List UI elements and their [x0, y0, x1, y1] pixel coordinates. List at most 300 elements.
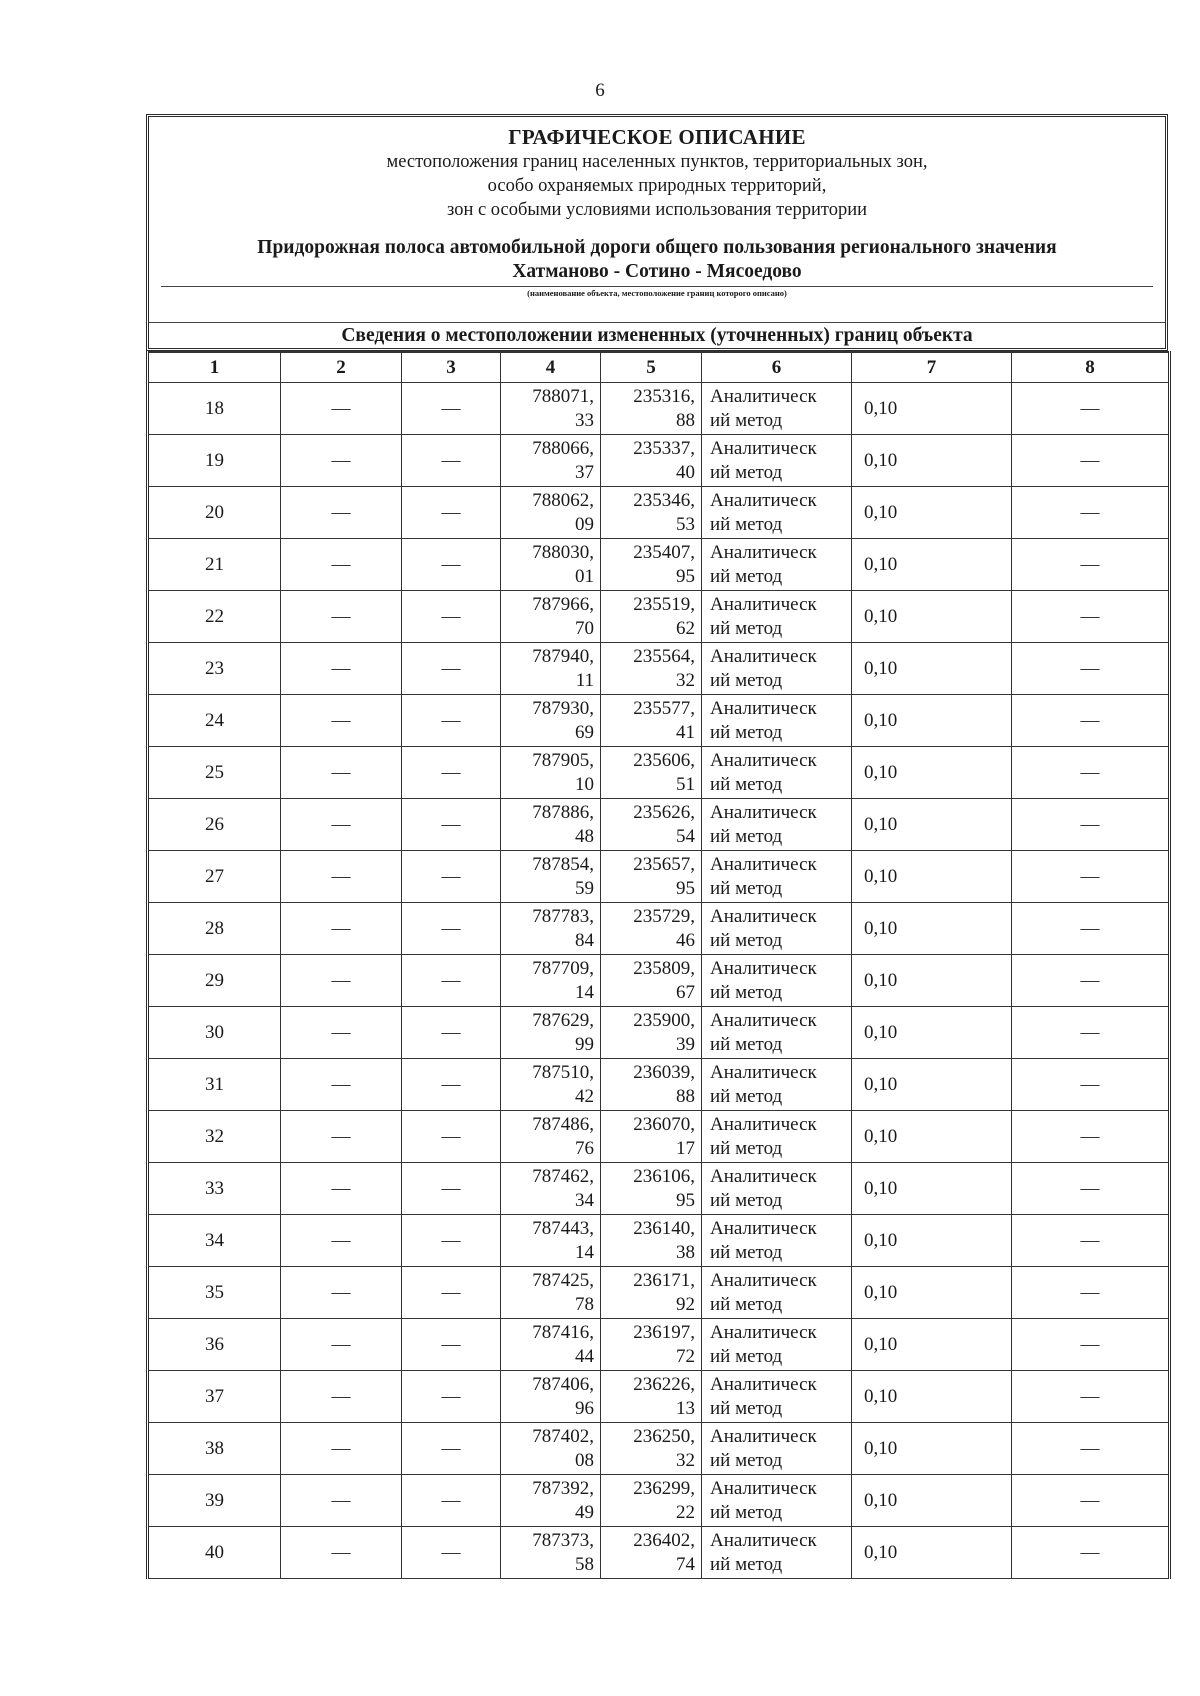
y-int: 235564,: [633, 645, 695, 667]
x-int: 787510,: [532, 1061, 594, 1083]
x-int: 787930,: [532, 697, 594, 719]
accuracy-cell: 0,10: [852, 1371, 1012, 1423]
col3-cell: —: [402, 903, 501, 955]
x-coordinate-cell: [501, 695, 601, 747]
col8-cell: —: [1012, 1111, 1170, 1163]
method-line1: Аналитическ: [710, 1321, 817, 1343]
x-int: 787402,: [532, 1425, 594, 1447]
method-line2: ий метод: [710, 1345, 783, 1367]
method-line1: Аналитическ: [710, 749, 817, 771]
point-number: 23: [148, 643, 281, 695]
table-row: [148, 435, 1170, 487]
method-line2: ий метод: [710, 1033, 783, 1055]
y-frac: 32: [676, 669, 695, 691]
y-int: 236226,: [633, 1373, 695, 1395]
x-int: 788066,: [532, 437, 594, 459]
y-int: 236402,: [633, 1529, 695, 1551]
point-number: 40: [148, 1527, 281, 1579]
y-coordinate-cell: [601, 1371, 702, 1423]
section-divider: [149, 322, 1165, 323]
method-cell: [702, 1267, 852, 1319]
y-frac: 46: [676, 929, 695, 951]
point-number: 21: [148, 539, 281, 591]
x-frac: 34: [575, 1189, 594, 1211]
x-frac: 09: [575, 513, 594, 535]
col8-cell: —: [1012, 1371, 1170, 1423]
method-line2: ий метод: [710, 1241, 783, 1263]
point-number: 37: [148, 1371, 281, 1423]
point-number: 38: [148, 1423, 281, 1475]
table-row: [148, 1267, 1170, 1319]
table-row: [148, 955, 1170, 1007]
accuracy-cell: 0,10: [852, 487, 1012, 539]
x-frac: 69: [575, 721, 594, 743]
x-coordinate-cell: [501, 1423, 601, 1475]
point-number: 31: [148, 1059, 281, 1111]
col2-cell: —: [281, 1215, 402, 1267]
col2-cell: —: [281, 591, 402, 643]
y-frac: 95: [676, 877, 695, 899]
table-row: [148, 1111, 1170, 1163]
table-row: [148, 1319, 1170, 1371]
method-cell: [702, 643, 852, 695]
point-number: 19: [148, 435, 281, 487]
y-int: 235809,: [633, 957, 695, 979]
table-row: [148, 747, 1170, 799]
x-int: 787783,: [532, 905, 594, 927]
col3-cell: —: [402, 539, 501, 591]
y-frac: 17: [676, 1137, 695, 1159]
y-frac: 13: [676, 1397, 695, 1419]
column-header: 7: [852, 352, 1012, 383]
x-int: 787416,: [532, 1321, 594, 1343]
col3-cell: —: [402, 1007, 501, 1059]
method-line1: Аналитическ: [710, 593, 817, 615]
col2-cell: —: [281, 435, 402, 487]
col3-cell: —: [402, 643, 501, 695]
method-line1: Аналитическ: [710, 1061, 817, 1083]
col3-cell: —: [402, 1059, 501, 1111]
col8-cell: —: [1012, 1163, 1170, 1215]
x-int: 788062,: [532, 489, 594, 511]
x-frac: 58: [575, 1553, 594, 1575]
point-number: 18: [148, 383, 281, 435]
y-frac: 95: [676, 565, 695, 587]
x-frac: 96: [575, 1397, 594, 1419]
column-header: 6: [702, 352, 852, 383]
y-frac: 74: [676, 1553, 695, 1575]
y-coordinate-cell: [601, 1215, 702, 1267]
col2-cell: —: [281, 1007, 402, 1059]
accuracy-cell: 0,10: [852, 1475, 1012, 1527]
x-coordinate-cell: [501, 539, 601, 591]
method-cell: [702, 747, 852, 799]
col3-cell: —: [402, 1319, 501, 1371]
y-frac: 67: [676, 981, 695, 1003]
table-header-row: [148, 352, 1170, 383]
x-int: 787462,: [532, 1165, 594, 1187]
y-int: 236171,: [633, 1269, 695, 1291]
page-number: 6: [595, 80, 605, 101]
method-line1: Аналитическ: [710, 1425, 817, 1447]
x-coordinate-cell: [501, 1475, 601, 1527]
x-int: 787940,: [532, 645, 594, 667]
col8-cell: —: [1012, 695, 1170, 747]
table-row: [148, 695, 1170, 747]
column-header: 4: [501, 352, 601, 383]
method-line2: ий метод: [710, 409, 783, 431]
method-line1: Аналитическ: [710, 385, 817, 407]
x-coordinate-cell: [501, 1059, 601, 1111]
y-frac: 39: [676, 1033, 695, 1055]
col2-cell: —: [281, 1475, 402, 1527]
accuracy-cell: 0,10: [852, 747, 1012, 799]
y-int: 236039,: [633, 1061, 695, 1083]
y-frac: 51: [676, 773, 695, 795]
method-line2: ий метод: [710, 1553, 783, 1575]
method-line2: ий метод: [710, 461, 783, 483]
y-frac: 32: [676, 1449, 695, 1471]
x-frac: 14: [575, 1241, 594, 1263]
point-number: 35: [148, 1267, 281, 1319]
col3-cell: —: [402, 955, 501, 1007]
method-cell: [702, 903, 852, 955]
column-header: 8: [1012, 352, 1170, 383]
method-line2: ий метод: [710, 1449, 783, 1471]
col8-cell: —: [1012, 539, 1170, 591]
y-int: 235577,: [633, 697, 695, 719]
y-frac: 53: [676, 513, 695, 535]
col8-cell: —: [1012, 435, 1170, 487]
col2-cell: —: [281, 1163, 402, 1215]
object-name-line2: Хатманово - Сотино - Мясоедово: [512, 261, 802, 282]
accuracy-cell: 0,10: [852, 1059, 1012, 1111]
y-int: 235337,: [633, 437, 695, 459]
x-coordinate-cell: [501, 903, 601, 955]
method-line2: ий метод: [710, 981, 783, 1003]
y-coordinate-cell: [601, 487, 702, 539]
table-row: [148, 1371, 1170, 1423]
col3-cell: —: [402, 1215, 501, 1267]
x-coordinate-cell: [501, 643, 601, 695]
y-coordinate-cell: [601, 1163, 702, 1215]
col3-cell: —: [402, 1527, 501, 1579]
method-cell: [702, 1059, 852, 1111]
col2-cell: —: [281, 1423, 402, 1475]
col8-cell: —: [1012, 747, 1170, 799]
col2-cell: —: [281, 799, 402, 851]
x-coordinate-cell: [501, 591, 601, 643]
accuracy-cell: 0,10: [852, 851, 1012, 903]
x-coordinate-cell: [501, 1163, 601, 1215]
subtitle-line: особо охраняемых природных территорий,: [487, 176, 827, 196]
col8-cell: —: [1012, 487, 1170, 539]
method-line2: ий метод: [710, 1293, 783, 1315]
accuracy-cell: 0,10: [852, 1111, 1012, 1163]
col8-cell: —: [1012, 851, 1170, 903]
col8-cell: —: [1012, 1527, 1170, 1579]
point-number: 39: [148, 1475, 281, 1527]
method-line1: Аналитическ: [710, 1373, 817, 1395]
y-frac: 72: [676, 1345, 695, 1367]
col8-cell: —: [1012, 955, 1170, 1007]
col3-cell: —: [402, 1163, 501, 1215]
x-frac: 76: [575, 1137, 594, 1159]
table-row: [148, 1215, 1170, 1267]
table-row: [148, 799, 1170, 851]
col8-cell: —: [1012, 799, 1170, 851]
y-coordinate-cell: [601, 591, 702, 643]
subtitle-line: местоположения границ населенных пунктов, территориальных зон,: [386, 152, 928, 172]
method-line1: Аналитическ: [710, 1269, 817, 1291]
method-cell: [702, 1371, 852, 1423]
x-frac: 33: [575, 409, 594, 431]
x-coordinate-cell: [501, 1267, 601, 1319]
x-coordinate-cell: [501, 851, 601, 903]
y-int: 236299,: [633, 1477, 695, 1499]
method-cell: [702, 1215, 852, 1267]
accuracy-cell: 0,10: [852, 383, 1012, 435]
method-line1: Аналитическ: [710, 905, 817, 927]
table-row: [148, 643, 1170, 695]
x-int: 787709,: [532, 957, 594, 979]
y-int: 235900,: [633, 1009, 695, 1031]
y-frac: 88: [676, 409, 695, 431]
method-line2: ий метод: [710, 929, 783, 951]
y-frac: 88: [676, 1085, 695, 1107]
y-coordinate-cell: [601, 643, 702, 695]
point-number: 26: [148, 799, 281, 851]
object-caption: (наименование объекта, местоположение границ которого описано): [527, 288, 787, 298]
col2-cell: —: [281, 903, 402, 955]
col8-cell: —: [1012, 643, 1170, 695]
col8-cell: —: [1012, 1267, 1170, 1319]
point-number: 34: [148, 1215, 281, 1267]
y-frac: 41: [676, 721, 695, 743]
y-int: 235519,: [633, 593, 695, 615]
coordinates-table: [146, 351, 1171, 1579]
col2-cell: —: [281, 955, 402, 1007]
method-cell: [702, 1163, 852, 1215]
point-number: 24: [148, 695, 281, 747]
col3-cell: —: [402, 383, 501, 435]
col3-cell: —: [402, 1267, 501, 1319]
x-int: 787886,: [532, 801, 594, 823]
document-title: ГРАФИЧЕСКОЕ ОПИСАНИЕ: [508, 125, 806, 149]
col3-cell: —: [402, 695, 501, 747]
point-number: 29: [148, 955, 281, 1007]
method-cell: [702, 799, 852, 851]
accuracy-cell: 0,10: [852, 1007, 1012, 1059]
method-line2: ий метод: [710, 669, 783, 691]
y-coordinate-cell: [601, 1527, 702, 1579]
x-int: 787629,: [532, 1009, 594, 1031]
table-row: [148, 1059, 1170, 1111]
x-frac: 14: [575, 981, 594, 1003]
y-int: 236197,: [633, 1321, 695, 1343]
method-line2: ий метод: [710, 825, 783, 847]
col3-cell: —: [402, 1111, 501, 1163]
method-cell: [702, 591, 852, 643]
col8-cell: —: [1012, 1007, 1170, 1059]
method-line1: Аналитическ: [710, 437, 817, 459]
y-frac: 95: [676, 1189, 695, 1211]
y-coordinate-cell: [601, 799, 702, 851]
col3-cell: —: [402, 799, 501, 851]
y-coordinate-cell: [601, 1423, 702, 1475]
method-cell: [702, 1319, 852, 1371]
point-number: 20: [148, 487, 281, 539]
y-coordinate-cell: [601, 435, 702, 487]
object-name-underline: [161, 286, 1153, 287]
subtitle-line: зон с особыми условиями использования территории: [447, 200, 867, 220]
method-line2: ий метод: [710, 1137, 783, 1159]
y-frac: 92: [676, 1293, 695, 1315]
method-line2: ий метод: [710, 565, 783, 587]
col8-cell: —: [1012, 1475, 1170, 1527]
y-int: 235316,: [633, 385, 695, 407]
header-box: [146, 114, 1168, 351]
method-cell: [702, 851, 852, 903]
col8-cell: —: [1012, 1423, 1170, 1475]
accuracy-cell: 0,10: [852, 591, 1012, 643]
col8-cell: —: [1012, 903, 1170, 955]
y-coordinate-cell: [601, 383, 702, 435]
x-frac: 84: [575, 929, 594, 951]
method-cell: [702, 383, 852, 435]
x-coordinate-cell: [501, 383, 601, 435]
y-coordinate-cell: [601, 1111, 702, 1163]
x-int: 787373,: [532, 1529, 594, 1551]
accuracy-cell: 0,10: [852, 1319, 1012, 1371]
x-frac: 48: [575, 825, 594, 847]
accuracy-cell: 0,10: [852, 1215, 1012, 1267]
x-coordinate-cell: [501, 435, 601, 487]
column-header: 5: [601, 352, 702, 383]
accuracy-cell: 0,10: [852, 955, 1012, 1007]
col8-cell: —: [1012, 1059, 1170, 1111]
y-int: 235606,: [633, 749, 695, 771]
y-int: 235626,: [633, 801, 695, 823]
accuracy-cell: 0,10: [852, 903, 1012, 955]
method-line1: Аналитическ: [710, 1477, 817, 1499]
col3-cell: —: [402, 591, 501, 643]
col3-cell: —: [402, 1423, 501, 1475]
y-coordinate-cell: [601, 747, 702, 799]
y-int: 236106,: [633, 1165, 695, 1187]
x-frac: 78: [575, 1293, 594, 1315]
col2-cell: —: [281, 383, 402, 435]
method-line2: ий метод: [710, 1501, 783, 1523]
col3-cell: —: [402, 851, 501, 903]
x-coordinate-cell: [501, 1215, 601, 1267]
method-line2: ий метод: [710, 513, 783, 535]
object-name-line1: Придорожная полоса автомобильной дороги общего пользования регионального значения: [257, 237, 1057, 258]
table-row: [148, 1007, 1170, 1059]
col8-cell: —: [1012, 1215, 1170, 1267]
table-row: [148, 903, 1170, 955]
y-coordinate-cell: [601, 1059, 702, 1111]
y-int: 235729,: [633, 905, 695, 927]
x-frac: 01: [575, 565, 594, 587]
col3-cell: —: [402, 435, 501, 487]
col2-cell: —: [281, 747, 402, 799]
table-row: [148, 487, 1170, 539]
y-frac: 38: [676, 1241, 695, 1263]
col2-cell: —: [281, 1267, 402, 1319]
col8-cell: —: [1012, 1319, 1170, 1371]
y-int: 236140,: [633, 1217, 695, 1239]
table-row: [148, 591, 1170, 643]
y-coordinate-cell: [601, 1319, 702, 1371]
x-frac: 37: [575, 461, 594, 483]
x-frac: 59: [575, 877, 594, 899]
col2-cell: —: [281, 1111, 402, 1163]
method-line1: Аналитическ: [710, 957, 817, 979]
x-frac: 99: [575, 1033, 594, 1055]
method-line2: ий метод: [710, 1189, 783, 1211]
y-frac: 22: [676, 1501, 695, 1523]
method-cell: [702, 1423, 852, 1475]
x-frac: 08: [575, 1449, 594, 1471]
method-line2: ий метод: [710, 877, 783, 899]
column-header: 1: [148, 352, 281, 383]
x-coordinate-cell: [501, 1371, 601, 1423]
y-int: 235657,: [633, 853, 695, 875]
y-coordinate-cell: [601, 851, 702, 903]
col2-cell: —: [281, 851, 402, 903]
accuracy-cell: 0,10: [852, 799, 1012, 851]
point-number: 30: [148, 1007, 281, 1059]
col3-cell: —: [402, 1475, 501, 1527]
col2-cell: —: [281, 695, 402, 747]
point-number: 22: [148, 591, 281, 643]
point-number: 33: [148, 1163, 281, 1215]
x-int: 787406,: [532, 1373, 594, 1395]
col3-cell: —: [402, 487, 501, 539]
accuracy-cell: 0,10: [852, 1267, 1012, 1319]
method-cell: [702, 1007, 852, 1059]
x-coordinate-cell: [501, 1319, 601, 1371]
table-row: [148, 1475, 1170, 1527]
col2-cell: —: [281, 487, 402, 539]
method-line2: ий метод: [710, 1085, 783, 1107]
method-line2: ий метод: [710, 721, 783, 743]
point-number: 32: [148, 1111, 281, 1163]
x-coordinate-cell: [501, 1007, 601, 1059]
accuracy-cell: 0,10: [852, 1423, 1012, 1475]
x-int: 788030,: [532, 541, 594, 563]
col2-cell: —: [281, 539, 402, 591]
x-frac: 11: [575, 669, 594, 691]
x-int: 788071,: [532, 385, 594, 407]
col8-cell: —: [1012, 383, 1170, 435]
y-int: 235346,: [633, 489, 695, 511]
method-line1: Аналитическ: [710, 853, 817, 875]
accuracy-cell: 0,10: [852, 539, 1012, 591]
table-row: [148, 383, 1170, 435]
col2-cell: —: [281, 1371, 402, 1423]
y-int: 235407,: [633, 541, 695, 563]
y-coordinate-cell: [601, 695, 702, 747]
col2-cell: —: [281, 643, 402, 695]
method-cell: [702, 435, 852, 487]
x-frac: 49: [575, 1501, 594, 1523]
x-int: 787425,: [532, 1269, 594, 1291]
col2-cell: —: [281, 1319, 402, 1371]
point-number: 25: [148, 747, 281, 799]
x-coordinate-cell: [501, 799, 601, 851]
